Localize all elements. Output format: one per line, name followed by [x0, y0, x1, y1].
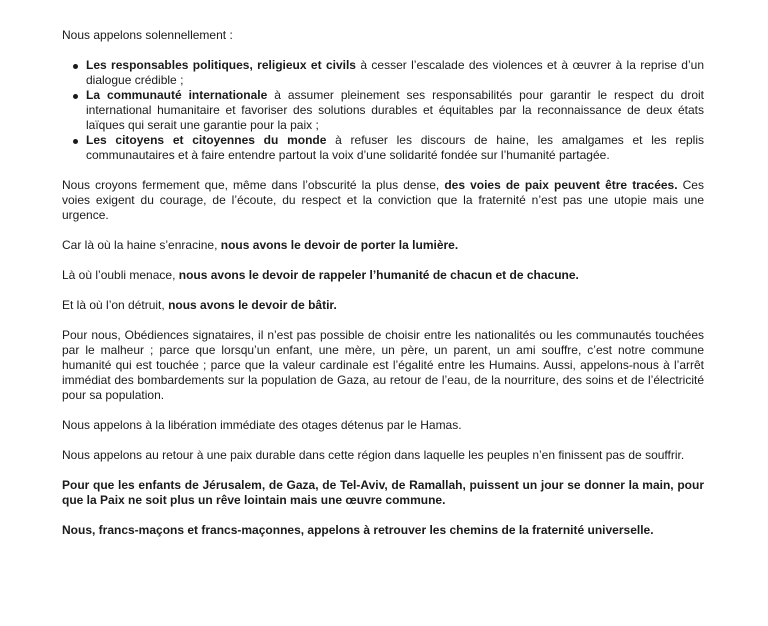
bullet-icon [73, 94, 78, 99]
list-item-bold: La communauté internationale [86, 88, 268, 102]
hostages-paragraph: Nous appelons à la libération immédiate des otages détenus par le Hamas. [62, 418, 462, 432]
list-item [62, 88, 704, 133]
list-item-text: à assumer pleinement ses responsabilités pour garantir le respect du droit international humanitaire et favoriser des solutions durables et équitables par la reconnaissance de deux états laïques qui serait une garantie pour la paix ; [86, 88, 705, 132]
list-item-bold: Les citoyens et citoyennes du monde [86, 133, 327, 147]
durable-peace-paragraph: Nous appelons au retour à une paix durable dans cette région dans laquelle les peuples n’en finissent pas de souffrir. [62, 448, 685, 462]
paragraph-bold: nous avons le devoir de rappeler l’humanité de chacun et de chacune. [178, 268, 579, 282]
paragraph-bold: nous avons le devoir de bâtir. [168, 298, 337, 312]
list-item-text: à refuser les discours de haine, les amalgames et les replis communautaires et à faire entendre partout la voix d’une solidarité fondée sur l’humanité partagée. [86, 133, 704, 162]
paragraph-bold: nous avons le devoir de porter la lumière. [220, 238, 459, 252]
appeal-list [62, 58, 704, 163]
paragraph-text: Là où l’oubli menace, [62, 268, 179, 282]
light-paragraph [62, 238, 704, 253]
obediences-paragraph: Pour nous, Obédiences signataires, il n’est pas possible de choisir entre les nationalités ou les communautés touchées par le malheur ; parce que lorsqu’un enfant, une mère, un père, un parent, un ami souffre, c’est notre commune humanité qui est touchée ; parce que la valeur cardinale est l’égalité entre les Humains. Aussi, appelons-nous à l’arrêt immédiat des bombardements sur la population de Gaza, au retour de l’eau, de la nourriture, des soins et de l’électricité pour sa population. [62, 328, 704, 402]
paragraph-text: Car là où la haine s’enracine, [62, 238, 221, 252]
list-item [62, 58, 704, 88]
bullet-icon [73, 139, 78, 144]
list-item-bold: Les responsables politiques, religieux et civils [86, 58, 356, 72]
list-item-text: à cesser l’escalade des violences et à œuvrer à la reprise d’un dialogue crédible ; [86, 58, 704, 87]
paragraph-text: Ces voies exigent du courage, de l’écoute, du respect et la conviction que la fraternité n’est pas une utopie mais une urgence. [62, 178, 704, 222]
paragraph-text: Et là où l’on détruit, [62, 298, 169, 312]
paragraph-bold: des voies de paix peuvent être tracées. [444, 178, 678, 192]
children-paragraph: Pour que les enfants de Jérusalem, de Gaza, de Tel-Aviv, de Ramallah, puissent un jour se donner la main, pour que la Paix ne soit plus un rêve lointain mais une œuvre commune. [62, 478, 704, 507]
bullet-icon [73, 64, 78, 69]
paths-of-peace-paragraph [62, 178, 704, 223]
build-paragraph [62, 298, 704, 313]
humanity-paragraph [62, 268, 704, 283]
list-item [62, 133, 704, 163]
document-page [62, 28, 704, 553]
paragraph-text: Nous croyons fermement que, même dans l’obscurité la plus dense, [62, 178, 445, 192]
intro-paragraph: Nous appelons solennellement : [62, 28, 233, 42]
fraternity-paragraph: Nous, francs-maçons et francs-maçonnes, appelons à retrouver les chemins de la fraternité universelle. [62, 523, 654, 537]
